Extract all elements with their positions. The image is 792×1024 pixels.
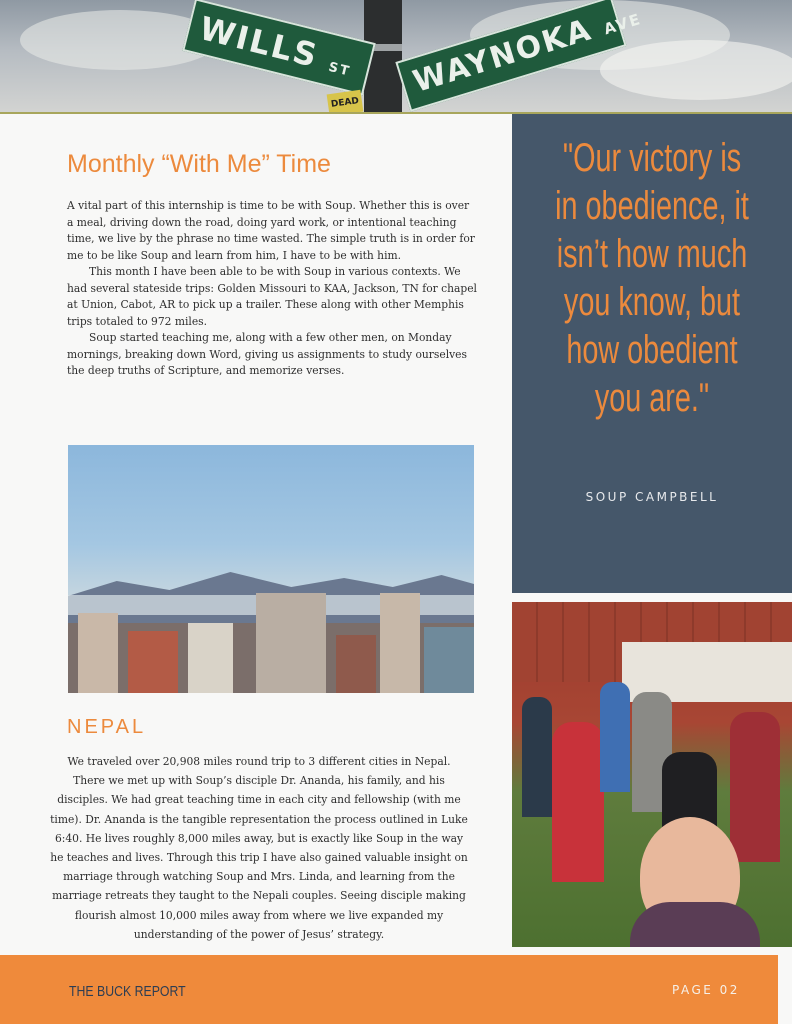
street-sign-wills-text: WILLS [195, 8, 323, 76]
street-sign-wills-suffix: ST [326, 59, 353, 80]
street-sign-waynoka-suffix: AVE [601, 9, 644, 39]
monthly-body [67, 198, 477, 380]
section-title-monthly: Monthly “With Me” Time [67, 150, 331, 178]
street-sign-waynoka-text: WAYNOKA [409, 12, 597, 100]
monthly-paragraph-2: This month I have been able to be with Soup in various contexts. We had several stateside trips: Golden Missouri to KAA, Jackson, TN for chapel at Union, Cabot, AR to pick up a trailer. These along with other Memphis trips totaled to 972 miles. [67, 265, 477, 328]
section-title-nepal: NEPAL [67, 716, 147, 738]
street-sign-wills [182, 0, 376, 96]
monthly-paragraph-3: Soup started teaching me, along with a few other men, on Monday mornings, breaking down Word, giving us assignments to study ourselves the deep truths of Scripture, and memorize verses. [67, 331, 467, 377]
quote-sidebar [512, 114, 792, 593]
header-photo-street-signs [0, 0, 792, 113]
quote-author: SOUP CAMPBELL [585, 490, 719, 504]
nepal-city-photo [68, 445, 474, 693]
page-number: PAGE 02 [672, 983, 740, 997]
footer-title: THE BUCK REPORT [69, 983, 186, 1000]
nepal-paragraph: We traveled over 20,908 miles round trip to 3 different cities in Nepal. There we met up with Soup’s disciple Dr. Ananda, his family, and his disciples. We had great teaching time in each city and fellowship (with me time). Dr. Ananda is the tangible representation the process outlined in Luke 6:40. He lives roughly 8,000 miles away, but is exactly like Soup in the way he teaches and lives. Through this trip I have also gained valuable insight on marriage through watching Soup and Mrs. Linda, and learning from the marriage retreats they taught to the Nepali couples. Seeing disciple making flourish almost 10,000 miles away from where we live expanded my understanding of the power of Jesus’ strategy. [50, 755, 468, 941]
monthly-paragraph-1: A vital part of this internship is time to be with Soup. Whether this is over a meal, driving down the road, doing yard work, or intentional teaching time, we live by the phrase no time wasted. The simple truth is in order for me to be like Soup and learn from him, I have to be with him. [67, 199, 475, 262]
group-selfie-photo [512, 602, 792, 947]
pull-quote: "Our victory is in obedience, it isn’t how much you know, but how obedient you are." [555, 136, 749, 420]
dead-end-sign: DEAD [327, 90, 364, 113]
